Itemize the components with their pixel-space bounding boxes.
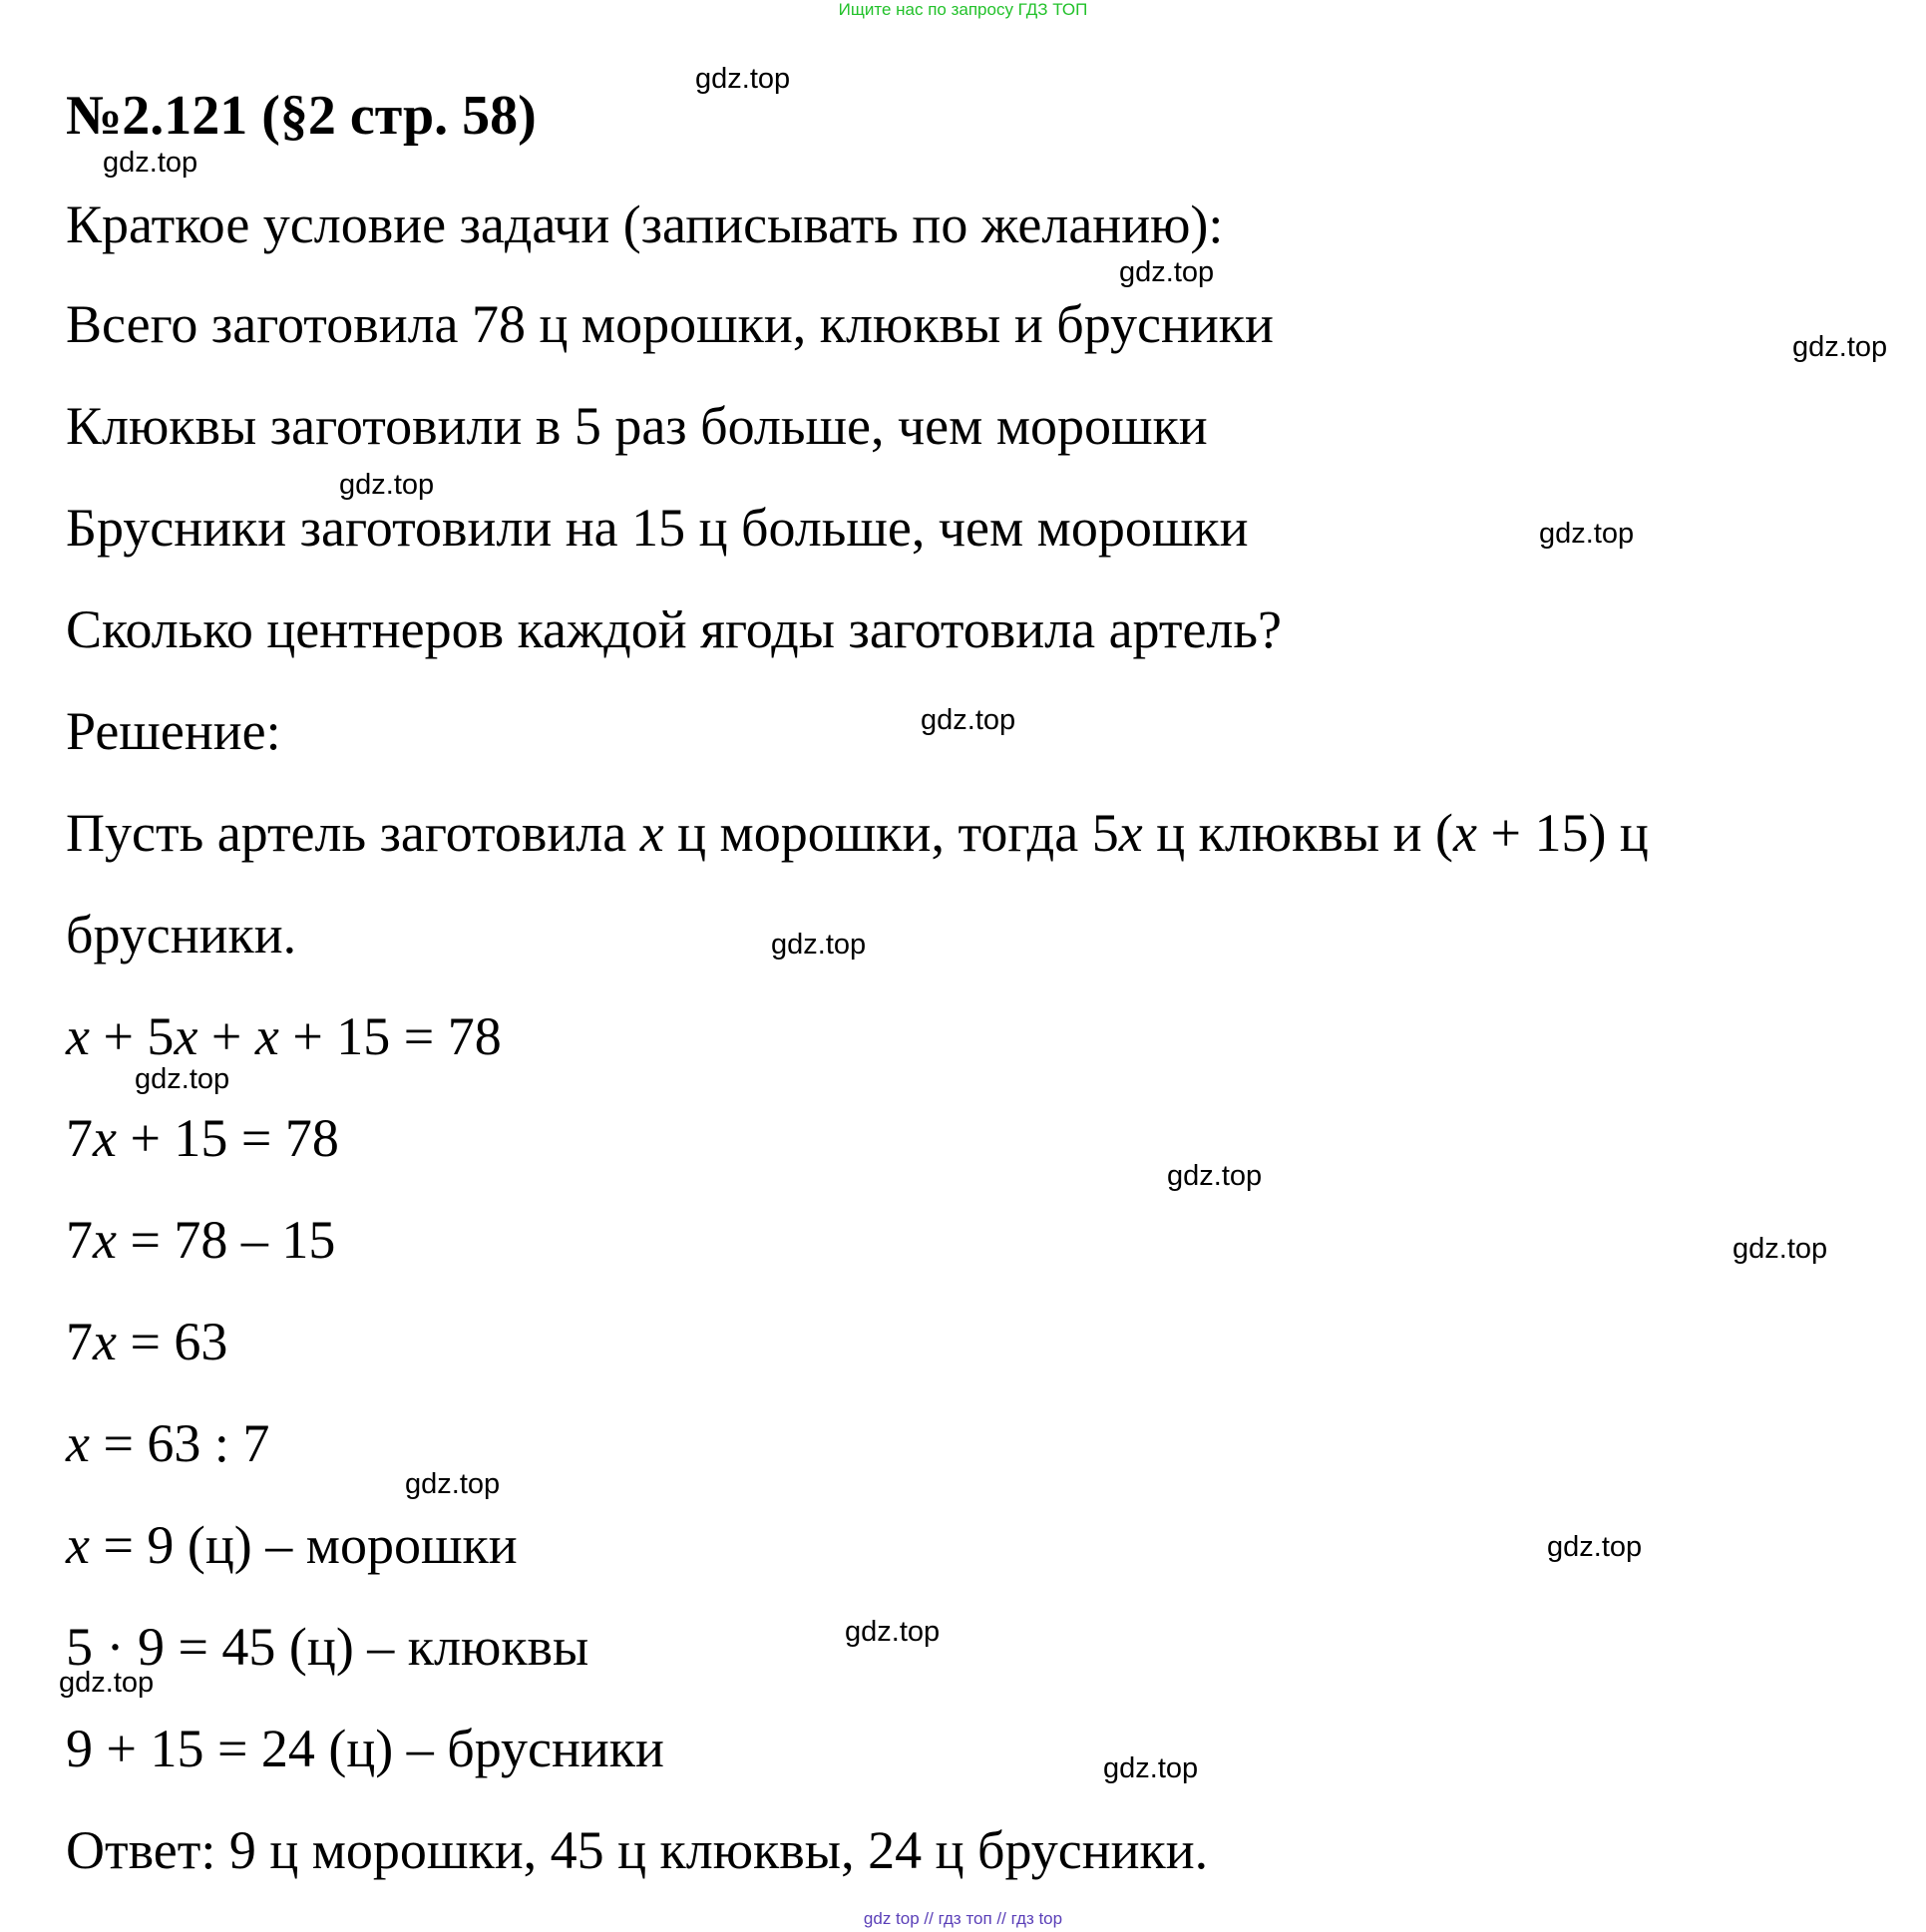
watermark: gdz.top bbox=[1119, 256, 1215, 288]
bottom-banner: gdz top // гдз топ // гдз top bbox=[863, 1909, 1063, 1928]
watermark: gdz.top bbox=[339, 469, 435, 501]
solution-intro-line2: брусники. bbox=[66, 905, 297, 965]
equation-line: 7x = 78 – 15 bbox=[66, 1210, 336, 1270]
equation-line: 7x + 15 = 78 bbox=[66, 1108, 339, 1168]
equation-line: 9 + 15 = 24 (ц) – брусники bbox=[66, 1719, 664, 1778]
watermark: gdz.top bbox=[103, 147, 198, 179]
watermark: gdz.top bbox=[135, 1063, 230, 1095]
watermark: gdz.top bbox=[59, 1667, 155, 1699]
watermark: gdz.top bbox=[845, 1616, 941, 1648]
equation-line: x = 9 (ц) – морошки bbox=[66, 1515, 518, 1575]
condition-line: Всего заготовила 78 ц морошки, клюквы и брусники bbox=[66, 294, 1274, 354]
watermark: gdz.top bbox=[1539, 518, 1635, 550]
equation-line: x + 5x + x + 15 = 78 bbox=[66, 1006, 502, 1066]
condition-line: Клюквы заготовили в 5 раз больше, чем морошки bbox=[66, 396, 1208, 456]
problem-title: №2.121 (§2 стр. 58) bbox=[66, 85, 537, 147]
watermark: gdz.top bbox=[1167, 1160, 1263, 1192]
watermark: gdz.top bbox=[1547, 1531, 1643, 1563]
equation-line: 7x = 63 bbox=[66, 1312, 228, 1371]
equation-line: 5 · 9 = 45 (ц) – клюквы bbox=[66, 1617, 589, 1677]
solution-intro-line: Пусть артель заготовила x ц морошки, тогда 5x ц клюквы и (x + 15) ц bbox=[66, 803, 1649, 863]
watermark: gdz.top bbox=[695, 63, 791, 95]
watermark: gdz.top bbox=[405, 1468, 501, 1500]
watermark: gdz.top bbox=[1103, 1752, 1199, 1784]
condition-label: Краткое условие задачи (записывать по желанию): bbox=[66, 194, 1224, 254]
question-line: Сколько центнеров каждой ягоды заготовила артель? bbox=[66, 599, 1282, 659]
equation-line: x = 63 : 7 bbox=[66, 1413, 270, 1473]
watermark: gdz.top bbox=[771, 929, 867, 961]
top-banner: Ищите нас по запросу ГДЗ ТОП bbox=[838, 0, 1088, 19]
condition-line: Брусники заготовили на 15 ц больше, чем морошки bbox=[66, 498, 1249, 558]
watermark: gdz.top bbox=[1733, 1233, 1828, 1265]
solution-label: Решение: bbox=[66, 701, 281, 761]
watermark: gdz.top bbox=[1792, 331, 1888, 363]
answer-line: Ответ: 9 ц морошки, 45 ц клюквы, 24 ц брусники. bbox=[66, 1820, 1209, 1880]
watermark: gdz.top bbox=[921, 704, 1016, 736]
